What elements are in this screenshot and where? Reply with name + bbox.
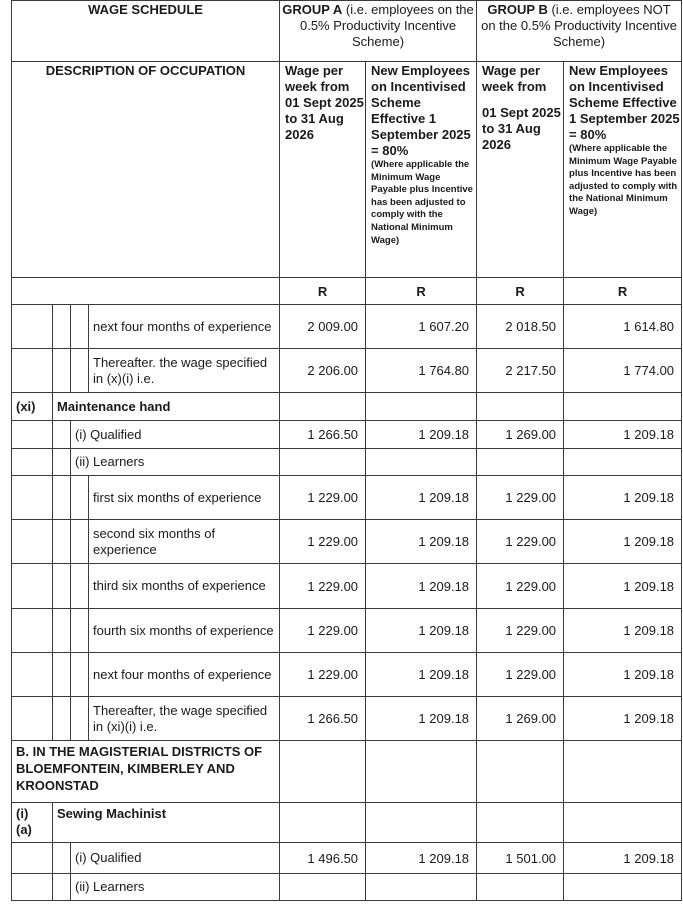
wage-value: 1 229.00	[477, 564, 564, 609]
section-row-maintenance-hand	[12, 393, 682, 421]
wage-value: 1 209.18	[366, 609, 477, 653]
currency-label: R	[366, 278, 477, 305]
wage-value: 1 229.00	[477, 653, 564, 697]
currency-label: R	[280, 278, 366, 305]
wage-value: 1 229.00	[280, 564, 366, 609]
wage-value: 1 209.18	[366, 697, 477, 741]
wage-value: 1 209.18	[564, 520, 682, 564]
section-label: Maintenance hand	[53, 393, 280, 421]
wage-value: 1 229.00	[280, 609, 366, 653]
wage-value: 1 209.18	[366, 520, 477, 564]
wage-value: 1 229.00	[280, 520, 366, 564]
wage-value: 1 269.00	[477, 697, 564, 741]
wage-value: 1 774.00	[564, 349, 682, 393]
section-row-sewing-machinist	[12, 803, 682, 843]
wage-value: 1 614.80	[564, 305, 682, 349]
wage-value: 1 501.00	[477, 843, 564, 874]
wage-value: 1 229.00	[280, 476, 366, 520]
occupation-description: third six months of experience	[89, 564, 280, 609]
wage-value: 1 209.18	[564, 697, 682, 741]
wage-value: 1 209.18	[366, 564, 477, 609]
wage-value: 1 209.18	[366, 421, 477, 449]
table-row	[12, 843, 682, 874]
wage-value: 1 496.50	[280, 843, 366, 874]
section-number: (xi)	[12, 393, 53, 421]
description-header: DESCRIPTION OF OCCUPATION	[12, 62, 280, 278]
occupation-description: next four months of experience	[89, 653, 280, 697]
occupation-description: next four months of experience	[89, 305, 280, 349]
wage-value: 1 209.18	[366, 476, 477, 520]
group-b-header: GROUP B (i.e. employees NOT on the 0.5% Productivity Incentive Scheme)	[477, 1, 682, 62]
wage-value: 1 209.18	[564, 421, 682, 449]
wage-value: 1 209.18	[564, 653, 682, 697]
wage-value: 2 018.50	[477, 305, 564, 349]
table-row	[12, 520, 682, 564]
wage-schedule-table	[11, 0, 682, 901]
wage-value: 1 266.50	[280, 421, 366, 449]
wage-value: 1 229.00	[280, 653, 366, 697]
header-row-columns	[12, 62, 682, 278]
currency-label: R	[477, 278, 564, 305]
wage-value: 1 229.00	[477, 609, 564, 653]
occupation-description: Thereafter. the wage specified in (x)(i) i.e.	[89, 349, 280, 393]
currency-desc-cell	[12, 278, 280, 305]
occupation-description: fourth six months of experience	[89, 609, 280, 653]
table-row	[12, 349, 682, 393]
wage-value: 1 209.18	[366, 653, 477, 697]
group-b-new-employees-header: New Employees on Incentivised Scheme Effective 1 September 2025 = 80% (Where applicable the Minimum Wage Payable plus Incentive has been adjusted to comply with the National Minimum Wage)	[564, 62, 682, 278]
wage-value: 1 209.18	[564, 564, 682, 609]
occupation-description: (i) Qualified	[71, 843, 280, 874]
group-a-wage-header: Wage per week from 01 Sept 2025 to 31 Aug 2026	[280, 62, 366, 278]
occupation-description: (ii) Learners	[71, 449, 280, 476]
table-row	[12, 421, 682, 449]
table-row	[12, 874, 682, 901]
wage-value: 1 764.80	[366, 349, 477, 393]
group-a-new-employees-header: New Employees on Incentivised Scheme Effective 1 September 2025 = 80% (Where applicable the Minimum Wage Payable plus Incentive has been adjusted to comply with the National Minimum Wage)	[366, 62, 477, 278]
table-row	[12, 305, 682, 349]
table-row	[12, 449, 682, 476]
occupation-description: Thereafter, the wage specified in (xi)(i) i.e.	[89, 697, 280, 741]
section-label: Sewing Machinist	[53, 803, 280, 843]
table-row	[12, 609, 682, 653]
table-row	[12, 476, 682, 520]
wage-value: 1 269.00	[477, 421, 564, 449]
wage-value: 2 217.50	[477, 349, 564, 393]
section-b-heading: B. IN THE MAGISTERIAL DISTRICTS OF BLOEMFONTEIN, KIMBERLEY AND KROONSTAD	[12, 741, 280, 803]
table-row	[12, 653, 682, 697]
occupation-description: first six months of experience	[89, 476, 280, 520]
group-b-wage-header: Wage per week from 01 Sept 2025 to 31 Aug 2026	[477, 62, 564, 278]
wage-value: 2 009.00	[280, 305, 366, 349]
wage-value: 1 229.00	[477, 520, 564, 564]
currency-row	[12, 278, 682, 305]
wage-value: 1 209.18	[366, 843, 477, 874]
occupation-description: second six months of experience	[89, 520, 280, 564]
header-row-groups	[12, 1, 682, 62]
currency-label: R	[564, 278, 682, 305]
section-b-row	[12, 741, 682, 803]
occupation-description: (ii) Learners	[71, 874, 280, 901]
group-a-header: GROUP A (i.e. employees on the 0.5% Productivity Incentive Scheme)	[280, 1, 477, 62]
section-number: (i) (a)	[12, 803, 53, 843]
wage-value: 1 266.50	[280, 697, 366, 741]
occupation-description: (i) Qualified	[71, 421, 280, 449]
wage-value: 2 206.00	[280, 349, 366, 393]
wage-value: 1 229.00	[477, 476, 564, 520]
table-row	[12, 697, 682, 741]
wage-value: 1 209.18	[564, 476, 682, 520]
wage-value: 1 607.20	[366, 305, 477, 349]
wage-value: 1 209.18	[564, 843, 682, 874]
wage-value: 1 209.18	[564, 609, 682, 653]
schedule-title: WAGE SCHEDULE	[12, 1, 280, 62]
table-row	[12, 564, 682, 609]
